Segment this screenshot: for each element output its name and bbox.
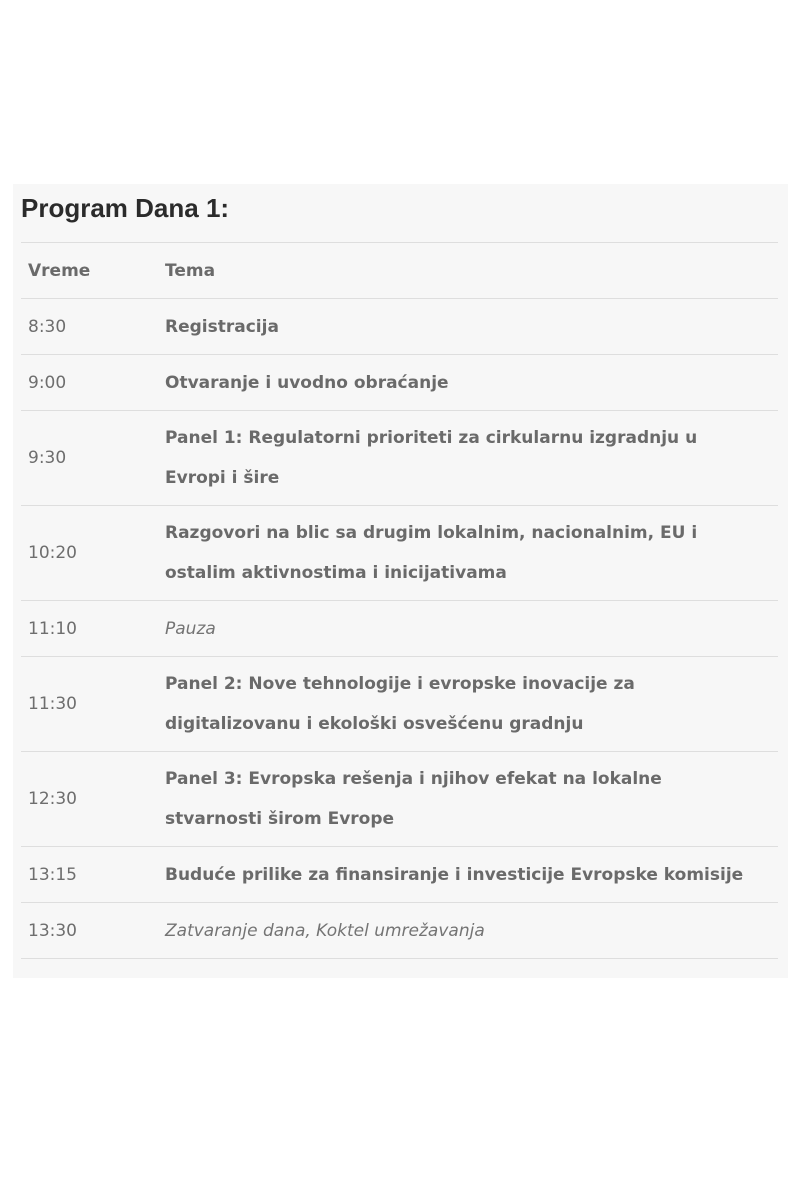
table-row bbox=[21, 601, 778, 657]
row-time: 9:30 bbox=[28, 448, 67, 468]
row-time: 13:15 bbox=[28, 864, 77, 885]
row-topic: Buduće prilike za finansiranje i investicije Evropske komisije bbox=[165, 864, 744, 885]
row-time: 13:30 bbox=[28, 920, 77, 941]
row-topic: Pauza bbox=[165, 618, 216, 639]
row-time: 8:30 bbox=[28, 316, 67, 337]
table-row bbox=[21, 355, 778, 411]
table-row bbox=[21, 903, 778, 959]
table-row bbox=[21, 847, 778, 903]
row-time: 11:30 bbox=[28, 694, 77, 714]
row-time: 12:30 bbox=[28, 789, 77, 809]
header-time: Vreme bbox=[28, 260, 91, 281]
row-topic: Panel 1: Regulatorni prioriteti za cirkularnu izgradnju u Evropi i šire bbox=[165, 428, 698, 488]
row-topic: Panel 2: Nove tehnologije i evropske inovacije za digitalizovanu i ekološki osvešćenu gradnju bbox=[165, 674, 635, 734]
row-topic: Zatvaranje dana, Koktel umrežavanja bbox=[165, 920, 485, 941]
row-time: 11:10 bbox=[28, 618, 77, 639]
row-topic: Razgovori na blic sa drugim lokalnim, nacionalnim, EU i ostalim aktivnostima i inicijativama bbox=[165, 523, 698, 583]
program-panel bbox=[13, 184, 788, 978]
table-row bbox=[21, 506, 778, 601]
table-row bbox=[21, 752, 778, 847]
row-topic: Otvaranje i uvodno obraćanje bbox=[165, 372, 449, 393]
table-row bbox=[21, 299, 778, 355]
table-row bbox=[21, 657, 778, 752]
schedule-table bbox=[21, 242, 778, 959]
header-topic: Tema bbox=[165, 260, 216, 281]
row-topic: Panel 3: Evropska rešenja i njihov efekat na lokalne stvarnosti širom Evrope bbox=[165, 769, 662, 829]
table-header-row bbox=[21, 243, 778, 299]
row-time: 10:20 bbox=[28, 543, 77, 563]
table-row bbox=[21, 411, 778, 506]
row-topic: Registracija bbox=[165, 316, 279, 337]
page-title: Program Dana 1: bbox=[21, 193, 230, 223]
row-time: 9:00 bbox=[28, 372, 67, 393]
